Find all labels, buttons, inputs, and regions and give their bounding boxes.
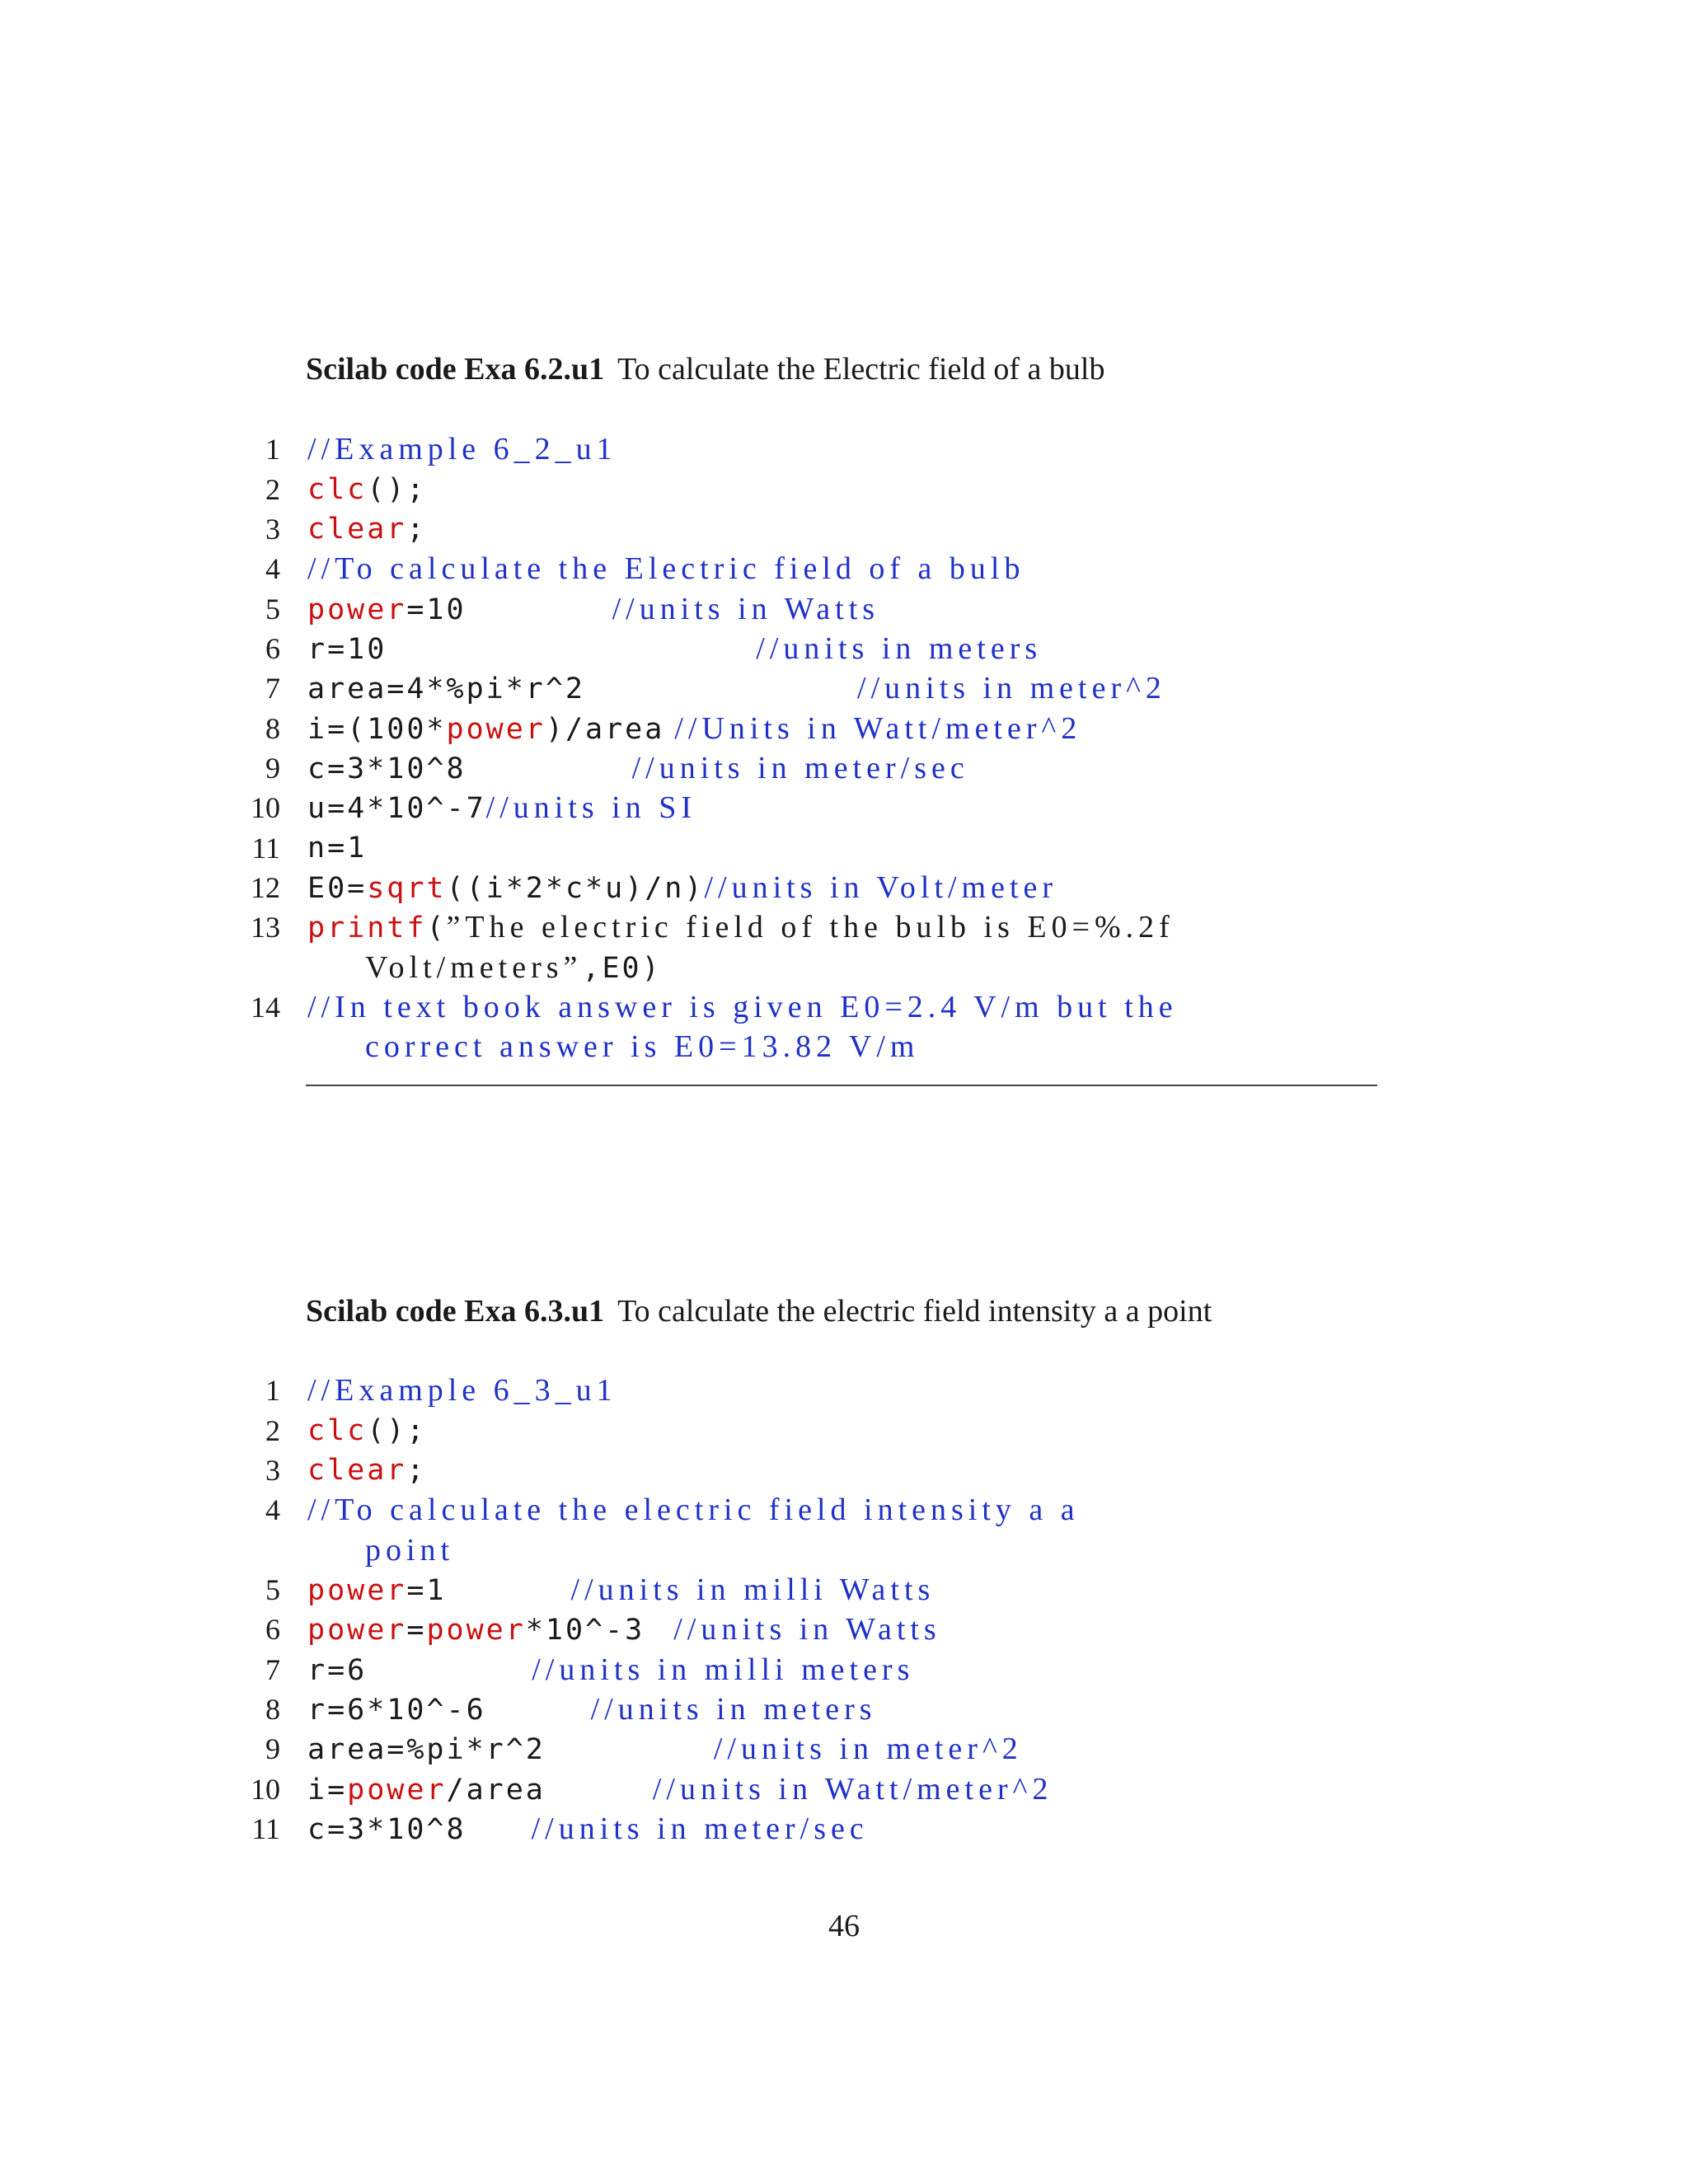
code-text: ((i*2*c*u)/n) <box>446 872 705 905</box>
comment: //units in Watts <box>612 592 880 626</box>
code-text: area=4*%pi*r^2 <box>307 673 586 705</box>
line-number: 10 <box>251 791 280 824</box>
comment: //units in SI <box>485 790 697 825</box>
line-number: 11 <box>251 1812 280 1845</box>
code-line <box>0 629 1688 668</box>
example-2-caption <box>306 1291 1212 1332</box>
code-line <box>0 1610 1688 1649</box>
code-text: c=3*10^8 <box>307 1813 467 1846</box>
comment: //units in Watts <box>673 1612 941 1647</box>
keyword: clc <box>307 473 368 506</box>
code-text: ( <box>426 912 447 944</box>
code-content <box>307 1411 426 1451</box>
code-text: u=4*10^-7 <box>307 792 486 825</box>
comment: //units in meter/sec <box>631 751 969 785</box>
code-content <box>307 1690 877 1730</box>
keyword: power <box>307 593 407 626</box>
code-content <box>307 429 617 470</box>
keyword: printf <box>307 912 427 944</box>
code-line <box>0 1451 1688 1490</box>
code-line <box>0 470 1688 509</box>
line-number: 5 <box>265 1573 280 1606</box>
code-text: (); <box>367 473 427 506</box>
code-text: r=6 <box>307 1654 368 1687</box>
code-line <box>0 1570 1688 1610</box>
comment: //units in meter^2 <box>857 671 1166 705</box>
code-line <box>0 709 1688 748</box>
example-1-caption-label: Scilab code Exa 6.2.u1 <box>306 352 605 387</box>
code-text: i=(100* <box>307 713 447 746</box>
comment: //units in meter^2 <box>713 1732 1023 1766</box>
code-text: i= <box>307 1774 348 1807</box>
code-content <box>365 1027 919 1067</box>
line-number: 8 <box>265 1693 280 1726</box>
code-content <box>307 987 1178 1028</box>
code-content <box>307 549 1025 589</box>
code-text: = <box>406 1614 427 1647</box>
code-line <box>0 549 1688 588</box>
line-number: 3 <box>265 1454 280 1487</box>
code-line <box>0 868 1688 907</box>
page-number: 46 <box>828 1909 860 1943</box>
keyword: clear <box>307 1454 407 1487</box>
code-text: n=1 <box>307 832 368 865</box>
code-line <box>0 1530 1688 1570</box>
code-text: r=10 <box>307 633 387 666</box>
code-text: (); <box>367 1414 427 1447</box>
code-content <box>307 668 1166 709</box>
code-line <box>0 1371 1688 1410</box>
keyword: sqrt <box>367 872 447 905</box>
code-content <box>307 748 969 789</box>
line-number: 5 <box>265 593 280 626</box>
code-content <box>307 1570 935 1610</box>
example-1-caption <box>306 349 1104 390</box>
comment: point <box>365 1533 455 1568</box>
code-text: ; <box>406 513 427 546</box>
code-text: )/area <box>545 713 665 746</box>
code-line <box>0 1690 1688 1729</box>
comment: //units in meter/sec <box>531 1811 869 1846</box>
code-line <box>0 1729 1688 1769</box>
code-text: =1 <box>406 1574 447 1607</box>
comment: //units in meters <box>590 1692 877 1727</box>
keyword: power <box>446 713 546 746</box>
line-number: 6 <box>265 1613 280 1646</box>
string: ”The electric field of the bulb is E0=%.2f <box>446 910 1175 944</box>
code-line <box>0 907 1688 947</box>
line-number: 10 <box>251 1773 280 1806</box>
comment: correct answer is E0=13.82 V/m <box>365 1029 920 1064</box>
line-number: 9 <box>265 752 280 785</box>
code-text: /area <box>446 1774 546 1807</box>
code-content <box>307 470 426 509</box>
example-2-caption-text: To calculate the electric field intensity a a point <box>617 1294 1212 1329</box>
comment: //units in milli Watts <box>570 1572 935 1607</box>
code-line <box>0 1769 1688 1809</box>
line-number: 3 <box>265 513 280 546</box>
code-line <box>0 668 1688 708</box>
keyword: power <box>307 1614 407 1647</box>
code-line <box>0 1411 1688 1451</box>
code-text: *10^-3 <box>525 1614 645 1647</box>
keyword: clear <box>307 513 407 546</box>
comment: //To calculate the Electric field of a bulb <box>307 551 1025 586</box>
code-text: area=%pi*r^2 <box>307 1733 546 1766</box>
code-line <box>0 1027 1688 1066</box>
code-line <box>0 788 1688 827</box>
keyword: power <box>426 1614 526 1647</box>
code-content <box>307 1769 1053 1810</box>
code-content <box>307 1729 1023 1769</box>
line-number: 12 <box>251 871 280 904</box>
code-content <box>307 1610 941 1650</box>
code-line <box>0 828 1688 868</box>
code-content <box>365 948 662 988</box>
code-text: ; <box>406 1454 427 1487</box>
line-number: 6 <box>265 632 280 665</box>
comment: //Example 6_2_u1 <box>307 432 617 466</box>
code-content <box>307 1809 869 1849</box>
line-number: 4 <box>265 1493 280 1526</box>
line-number: 2 <box>265 1414 280 1447</box>
keyword: clc <box>307 1414 368 1447</box>
code-line <box>0 987 1688 1027</box>
line-number: 1 <box>265 1374 280 1407</box>
line-number: 8 <box>265 712 280 745</box>
string: Volt/meters” <box>365 950 583 985</box>
comment: //units in Watt/meter^2 <box>652 1772 1053 1807</box>
code-line <box>0 589 1688 629</box>
comment: //units in Volt/meter <box>704 870 1058 905</box>
code-line <box>0 429 1688 469</box>
code-content <box>365 1530 454 1571</box>
code-text: ,E0) <box>582 952 662 985</box>
comment: //units in milli meters <box>532 1652 915 1687</box>
code-text: r=6*10^-6 <box>307 1694 486 1727</box>
comment: //units in meters <box>756 631 1043 666</box>
example-1-caption-text: To calculate the Electric field of a bulb <box>617 352 1105 387</box>
code-content <box>307 629 1042 669</box>
code-line <box>0 948 1688 987</box>
code-line <box>0 1650 1688 1690</box>
code-line <box>0 1490 1688 1530</box>
line-number: 14 <box>251 991 280 1024</box>
example-2-caption-label: Scilab code Exa 6.3.u1 <box>306 1294 605 1329</box>
code-content <box>307 868 1057 908</box>
code-content <box>307 788 696 828</box>
line-number: 13 <box>251 911 280 944</box>
code-content <box>307 1650 914 1690</box>
line-number: 2 <box>265 473 280 506</box>
code-content <box>307 509 426 549</box>
code-line <box>0 509 1688 549</box>
code-content <box>307 828 367 868</box>
keyword: power <box>307 1574 407 1607</box>
line-number: 7 <box>265 672 280 705</box>
code-line <box>0 748 1688 788</box>
line-number: 1 <box>265 433 280 466</box>
line-number: 11 <box>251 832 280 865</box>
code-line <box>0 1809 1688 1849</box>
code-content <box>307 1451 426 1490</box>
comment: //In text book answer is given E0=2.4 V/m but the <box>307 990 1178 1024</box>
code-text: =10 <box>406 593 467 626</box>
line-number: 4 <box>265 552 280 585</box>
line-number: 7 <box>265 1653 280 1686</box>
keyword: power <box>347 1774 447 1807</box>
code-content <box>307 709 1081 749</box>
code-content <box>307 589 879 630</box>
comment: //Units in Watt/meter^2 <box>674 711 1082 746</box>
code-text: E0= <box>307 872 368 905</box>
comment: //Example 6_3_u1 <box>307 1373 617 1408</box>
code-content <box>307 907 1175 948</box>
code-content <box>307 1371 617 1411</box>
code-content <box>307 1490 1080 1530</box>
comment: //To calculate the electric field intensity a a <box>307 1493 1080 1527</box>
line-number: 9 <box>265 1732 280 1765</box>
example-1-end-rule <box>306 1085 1377 1086</box>
code-text: c=3*10^8 <box>307 752 467 785</box>
